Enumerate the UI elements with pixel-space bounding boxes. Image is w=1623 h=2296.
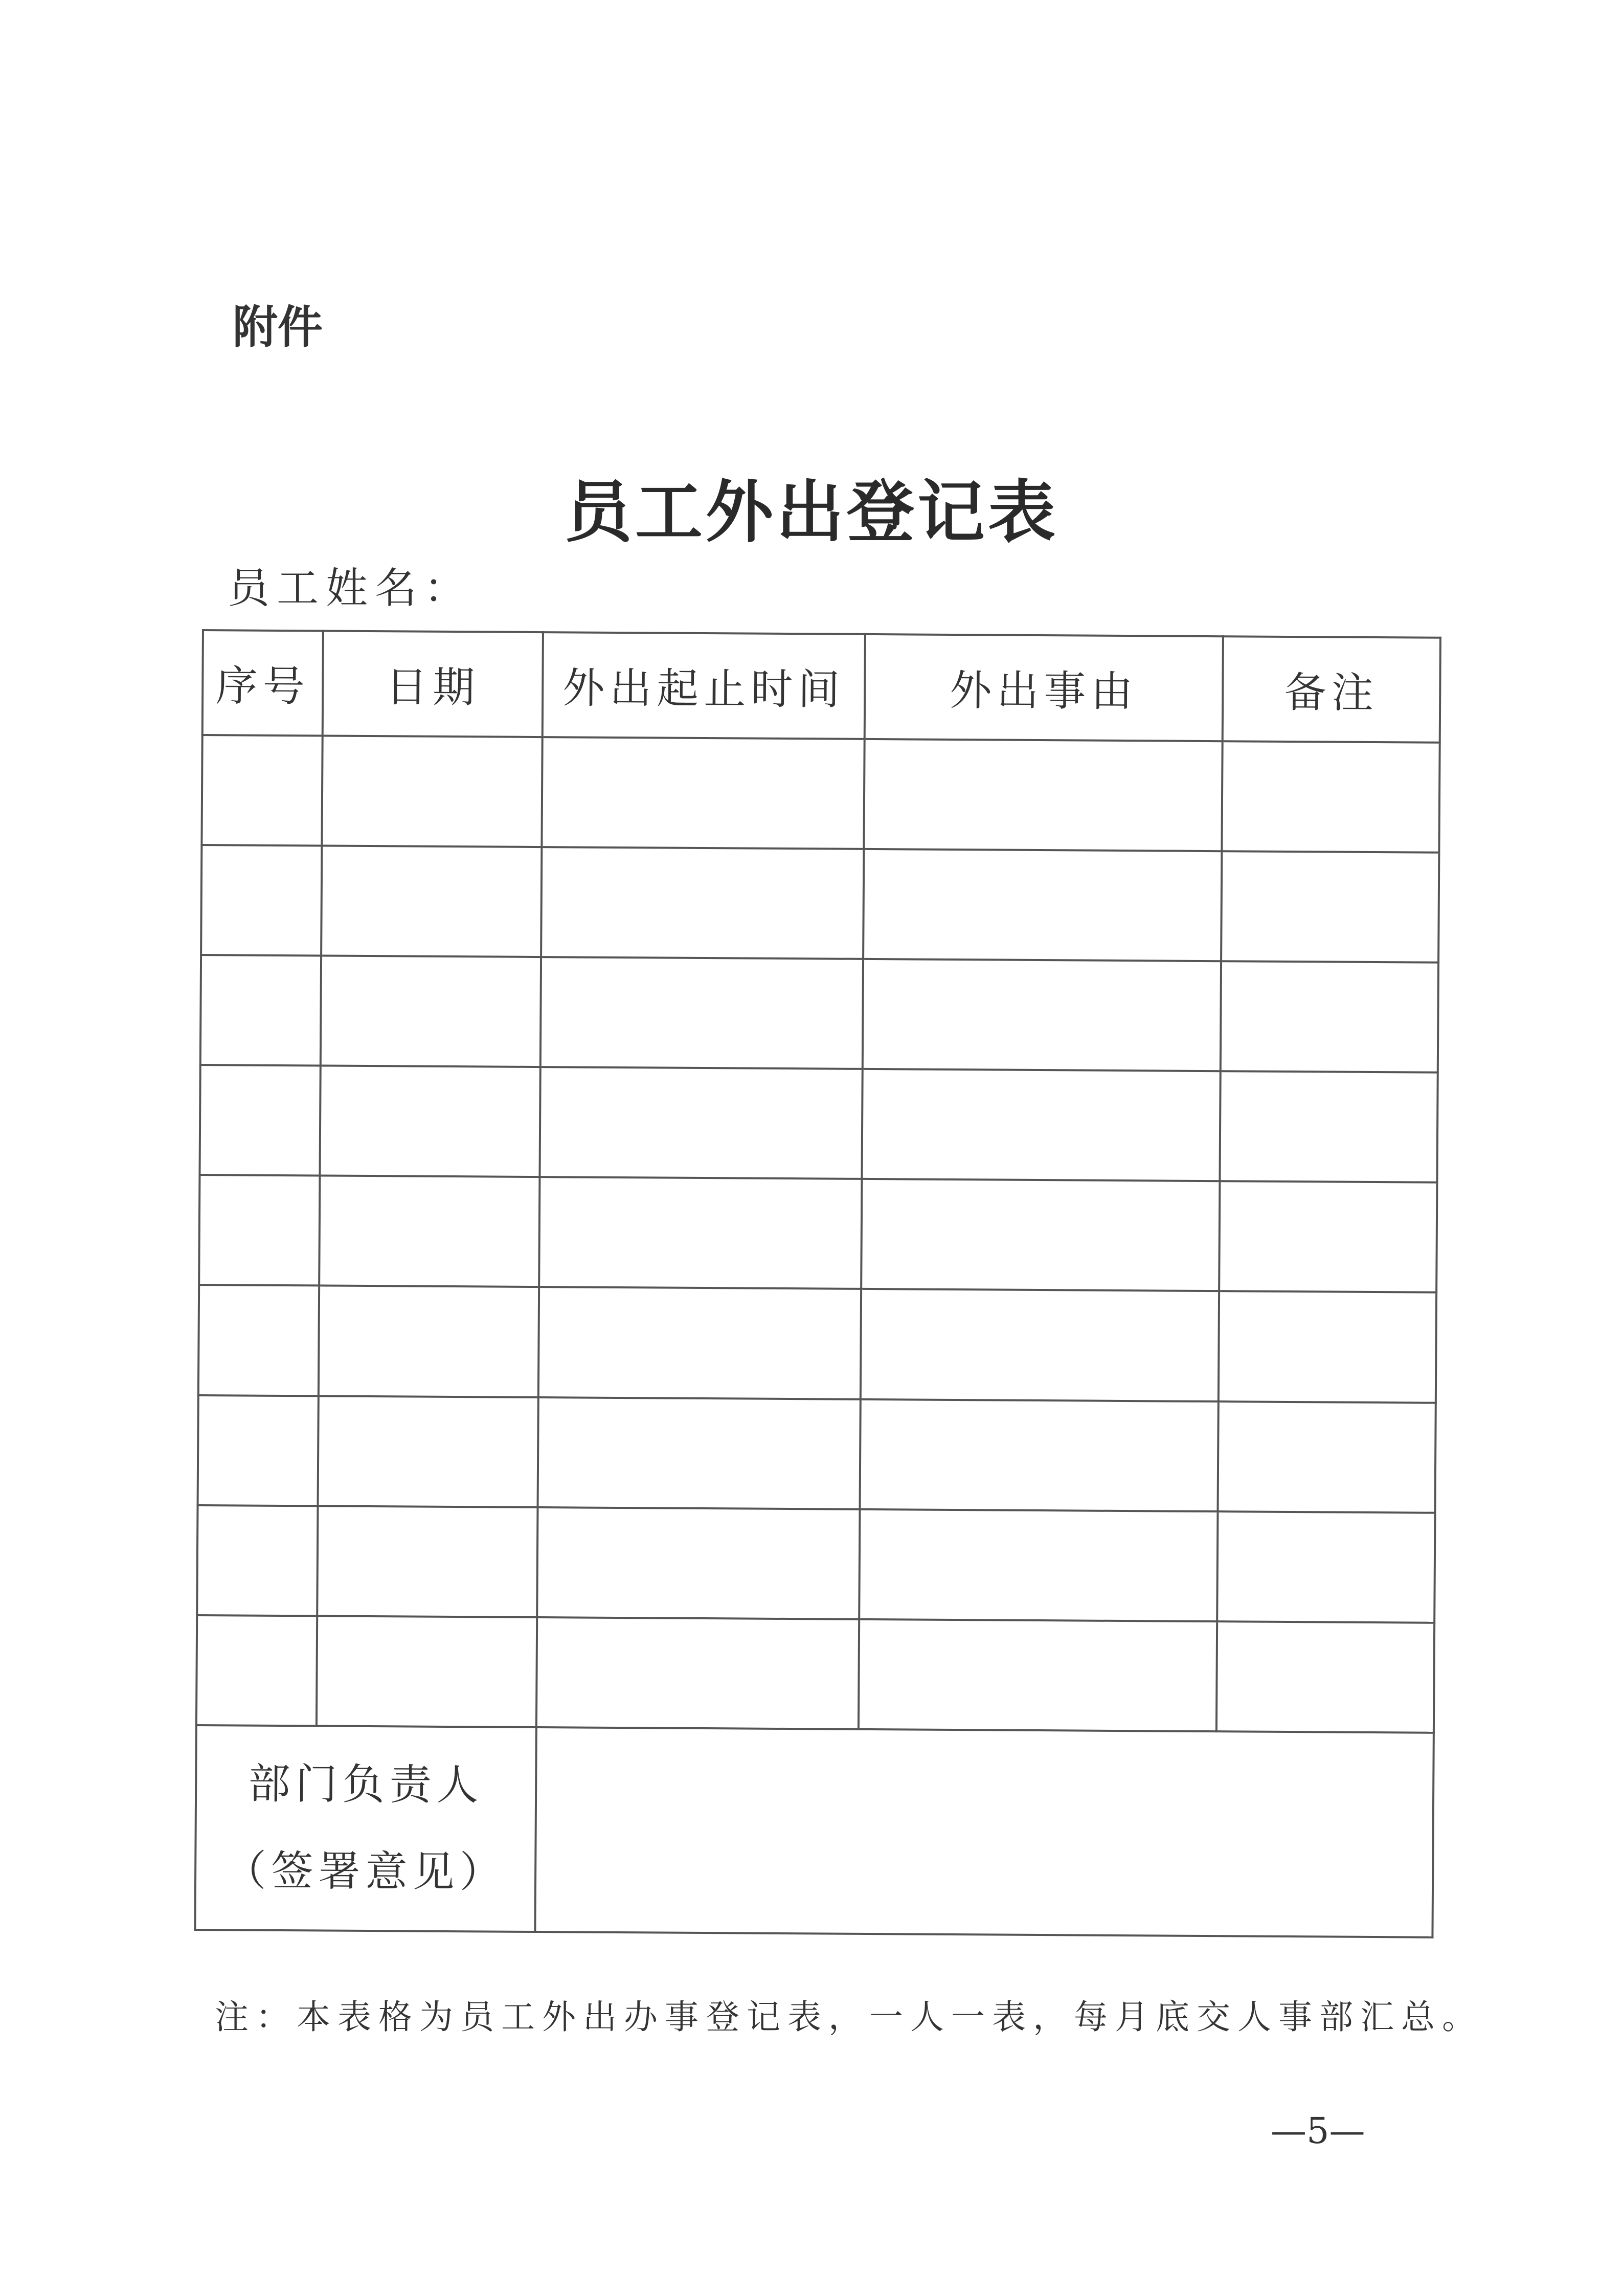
cell-remarks[interactable]	[1222, 741, 1439, 853]
cell-time-range[interactable]	[540, 957, 863, 1069]
cell-time-range[interactable]	[538, 1397, 861, 1509]
cell-date[interactable]	[322, 736, 542, 848]
cell-time-range[interactable]	[539, 1177, 862, 1289]
table-header-row	[202, 630, 1440, 743]
cell-remarks[interactable]	[1219, 1182, 1437, 1293]
page-number: —5—	[1271, 2110, 1365, 2152]
attachment-label: 附件	[233, 301, 323, 353]
cell-reason[interactable]	[861, 1289, 1219, 1401]
cell-reason[interactable]	[863, 849, 1222, 961]
cell-time-range[interactable]	[536, 1617, 859, 1729]
cell-serial[interactable]	[199, 1175, 320, 1286]
table-row	[198, 1395, 1436, 1513]
cell-date[interactable]	[318, 1396, 538, 1507]
outing-register-table	[194, 629, 1441, 1938]
table-row	[197, 1505, 1435, 1623]
form-title: 员工外出登记表	[565, 473, 1058, 552]
cell-serial[interactable]	[196, 1615, 317, 1726]
department-head-row	[195, 1725, 1433, 1937]
employee-name-label: 员工姓名：	[228, 564, 474, 613]
header-serial-number: 序号	[202, 630, 323, 736]
cell-date[interactable]	[319, 1286, 539, 1397]
table-row	[201, 735, 1439, 853]
cell-serial[interactable]	[199, 1065, 320, 1176]
table-row	[201, 845, 1439, 963]
cell-date[interactable]	[320, 1066, 540, 1177]
cell-remarks[interactable]	[1218, 1401, 1436, 1513]
cell-time-range[interactable]	[539, 1067, 862, 1179]
cell-reason[interactable]	[864, 739, 1222, 851]
department-head-label	[195, 1725, 536, 1932]
cell-time-range[interactable]	[538, 1287, 861, 1399]
cell-remarks[interactable]	[1216, 1621, 1434, 1733]
department-head-label-line1: 部门负责人	[248, 1759, 484, 1810]
cell-serial[interactable]	[201, 845, 322, 956]
cell-reason[interactable]	[861, 1179, 1220, 1291]
cell-date[interactable]	[317, 1506, 537, 1617]
header-reason: 外出事由	[865, 634, 1223, 741]
footnote: 注：本表格为员工外出办事登记表，一人一表，每月底交人事部汇总。	[215, 1997, 1483, 2037]
table-row	[199, 1065, 1437, 1183]
cell-serial[interactable]	[200, 955, 321, 1066]
cell-reason[interactable]	[859, 1619, 1217, 1731]
cell-time-range[interactable]	[542, 737, 864, 849]
cell-remarks[interactable]	[1221, 851, 1439, 963]
cell-time-range[interactable]	[541, 847, 864, 959]
cell-date[interactable]	[321, 846, 542, 957]
cell-remarks[interactable]	[1220, 1071, 1437, 1183]
header-remarks: 备注	[1223, 636, 1440, 743]
cell-reason[interactable]	[859, 1509, 1218, 1621]
department-head-label-line2: （签署意见）	[224, 1846, 507, 1897]
cell-reason[interactable]	[860, 1399, 1219, 1511]
header-time-range: 外出起止时间	[543, 632, 865, 739]
cell-remarks[interactable]	[1219, 1291, 1436, 1403]
cell-reason[interactable]	[863, 959, 1221, 1071]
table-row	[199, 1175, 1437, 1292]
table-row	[196, 1615, 1434, 1733]
header-date: 日期	[323, 631, 543, 737]
cell-reason[interactable]	[862, 1069, 1220, 1181]
cell-date[interactable]	[317, 1616, 537, 1727]
cell-time-range[interactable]	[537, 1507, 860, 1619]
cell-remarks[interactable]	[1221, 961, 1438, 1073]
cell-date[interactable]	[321, 956, 541, 1067]
table-row	[198, 1285, 1436, 1402]
cell-serial[interactable]	[201, 735, 322, 846]
table-row	[200, 955, 1438, 1073]
cell-serial[interactable]	[198, 1285, 319, 1396]
department-head-opinion-cell[interactable]	[535, 1727, 1433, 1937]
cell-date[interactable]	[319, 1176, 539, 1287]
cell-serial[interactable]	[198, 1395, 319, 1506]
cell-remarks[interactable]	[1217, 1511, 1435, 1623]
cell-serial[interactable]	[197, 1505, 318, 1616]
